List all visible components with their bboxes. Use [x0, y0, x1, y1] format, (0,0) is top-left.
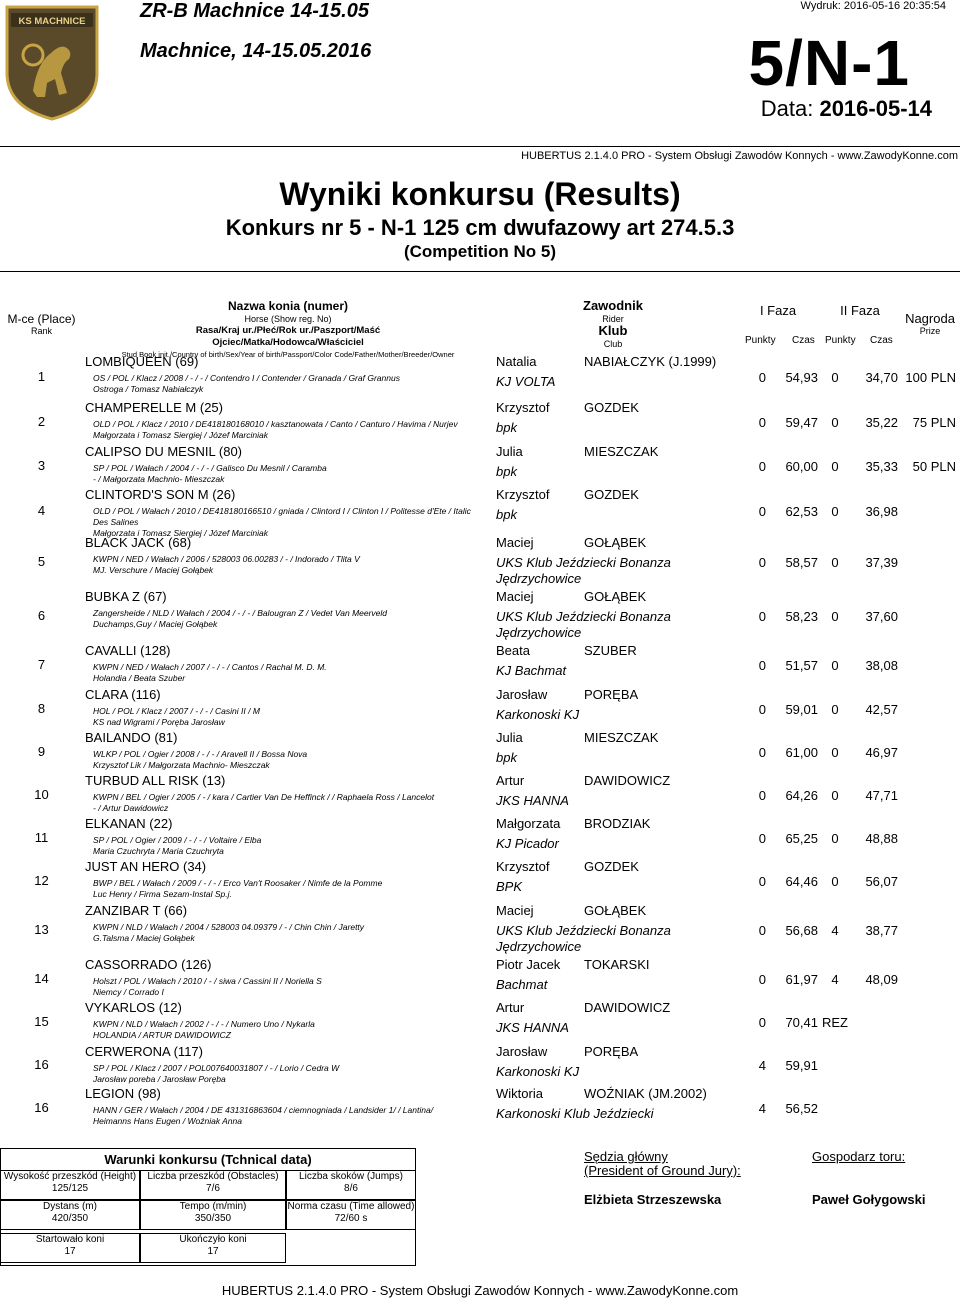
phase1-points: 0	[758, 702, 766, 717]
rank: 11	[34, 830, 49, 845]
club-name: bpk	[496, 750, 517, 765]
rank: 5	[37, 554, 46, 569]
phase1-time: 59,47	[785, 415, 818, 430]
rider-first-name: Maciej	[496, 535, 534, 550]
phase2-points: 0	[831, 459, 839, 474]
club-name: BPK	[496, 879, 523, 894]
horse-info-line-2: Ostroga / Tomasz Nabiałczyk	[93, 384, 204, 394]
rider-last-name: GOŁĄBEK	[584, 589, 647, 604]
rank: 15	[34, 1014, 49, 1029]
phase2-points: 0	[831, 745, 839, 760]
phase1-time: 56,52	[785, 1101, 818, 1116]
rank: 9	[37, 744, 46, 759]
horse-details	[93, 922, 493, 944]
phase1-points: 0	[758, 788, 766, 803]
phase2-points: 0	[831, 504, 839, 519]
rider-last-name: PORĘBA	[584, 687, 639, 702]
phase2-points: 0	[831, 555, 839, 570]
phase2-time: 37,60	[865, 609, 898, 624]
horse-info-line-1: OS / POL / Klacz / 2008 / - / - / Contendro I / Contender / Granada / Graf Grannus	[93, 373, 400, 383]
club-name: Karkonoski KJ	[496, 1064, 580, 1079]
phase1-points: 0	[758, 874, 766, 889]
rank: 3	[37, 458, 46, 473]
horse-info-line-1: OLD / POL / Wałach / 2010 / DE418180166510 / gniada / Clintord I / Clinton I / Politesse d'Ete / Italic	[93, 506, 471, 516]
phase1-time: 51,57	[785, 658, 818, 673]
horse-info-line-1: SP / POL / Wałach / 2004 / - / - / Galisco Du Mesnil / Caramba	[93, 463, 327, 473]
rider-first-name: Maciej	[496, 903, 534, 918]
rider-last-name: DAWIDOWICZ	[584, 773, 671, 788]
phase2-points: 0	[831, 702, 839, 717]
table-row	[0, 814, 960, 857]
club-name: bpk	[496, 507, 517, 522]
phase2-time: 38,08	[865, 658, 898, 673]
horse-details	[93, 1019, 493, 1041]
phase2-time: 56,07	[865, 874, 898, 889]
phase1-points: 0	[758, 555, 766, 570]
horse-info-line-2: Luc Henry / Firma Sezam-Instal Sp.j.	[93, 889, 232, 899]
horse-info-line-1: BWP / BEL / Wałach / 2009 / - / - / Erco Van't Roosaker / Nimfe de la Pomme	[93, 878, 383, 888]
horse-info-line-2: HOLANDIA / ARTUR DAWIDOWICZ	[93, 1030, 231, 1040]
header-phase-2: II Faza	[840, 303, 880, 318]
horse-info-line-1: KWPN / NLD / Wałach / 2004 / 528003 04.09379 / - / Chin Chin / Jaretty	[93, 922, 365, 932]
phase1-time: 58,23	[785, 609, 818, 624]
table-row	[0, 857, 960, 901]
horse-info-line-2: Holandia / Beata Szuber	[93, 673, 186, 683]
header-phase-1: I Faza	[759, 303, 797, 318]
horse-name: CHAMPERELLE M (25)	[85, 400, 223, 415]
competition-description: Konkurs nr 5 - N-1 125 cm dwufazowy art 274.5.3	[225, 215, 735, 240]
horse-info-line-1: KWPN / NED / Wałach / 2007 / - / - / Cantos / Rachal M. D. M.	[93, 662, 327, 672]
horse-info-line-2: - / Artur Dawidowicz	[93, 803, 169, 813]
rider-last-name: PORĘBA	[584, 1044, 639, 1059]
rank: 7	[37, 657, 46, 672]
rank: 2	[37, 414, 46, 429]
horse-name: CAVALLI (128)	[85, 643, 171, 658]
phase1-time: 61,97	[785, 972, 818, 987]
club-name: JKS HANNA	[496, 793, 569, 808]
club-name: UKS Klub Jeździecki Bonanza Jędrzychowice	[496, 609, 671, 640]
horse-details	[93, 706, 493, 728]
horse-name: JUST AN HERO (34)	[85, 859, 207, 874]
rider-last-name: MIESZCZAK	[584, 730, 659, 745]
rider-first-name: Natalia	[496, 354, 537, 369]
header-time-1: Czas	[792, 335, 815, 346]
competition-code: 5/N-1	[748, 27, 910, 99]
horse-name: BUBKA Z (67)	[85, 589, 167, 604]
horse-details	[93, 749, 493, 771]
phase2-points: 0	[831, 370, 839, 385]
horse-details	[93, 662, 493, 684]
phase2-points: 0	[831, 415, 839, 430]
phase1-time: 54,93	[785, 370, 818, 385]
rider-first-name: Julia	[496, 444, 523, 459]
horse-info-line-2: - / Małgorzata Machnio- Mieszczak	[93, 474, 225, 484]
horse-details	[93, 373, 493, 395]
technical-data-title: Warunki konkursu (Tchnical data)	[104, 1152, 312, 1167]
horse-info-line-2: G.Talsma / Maciej Gołąbek	[93, 933, 195, 943]
table-row	[0, 641, 960, 685]
rank: 4	[37, 503, 46, 518]
rider-first-name: Jarosław	[496, 1044, 548, 1059]
horse-details	[93, 792, 493, 814]
horse-details	[93, 1105, 493, 1127]
horse-details	[93, 1063, 493, 1085]
date-value: 2016-05-14	[819, 96, 932, 121]
horse-info-line-2: Maria Czuchryta / Maria Czuchryta	[93, 846, 224, 856]
phase1-time: 56,68	[785, 923, 818, 938]
phase1-time: 61,00	[785, 745, 818, 760]
rank: 12	[34, 873, 49, 888]
rider-first-name: Julia	[496, 730, 523, 745]
phase1-time: 62,53	[785, 504, 818, 519]
club-name: Bachmat	[496, 977, 548, 992]
phase2-time: 42,57	[865, 702, 898, 717]
rider-first-name: Małgorzata	[496, 816, 561, 831]
horse-name: ZANZIBAR T (66)	[85, 903, 188, 918]
rider-last-name: DAWIDOWICZ	[584, 1000, 671, 1015]
club-name: KJ VOLTA	[496, 374, 556, 389]
horse-info-line-2: Heimanns Hans Eugen / Woźniak Anna	[93, 1116, 242, 1126]
phase2-time: 48,09	[865, 972, 898, 987]
phase2-points: 4	[831, 972, 839, 987]
rider-first-name: Beata	[496, 643, 530, 658]
horse-name: TURBUD ALL RISK (13)	[85, 773, 226, 788]
horse-name: BLACK JACK (68)	[85, 535, 192, 550]
table-row	[0, 442, 960, 485]
club-name: Karkonoski KJ	[496, 707, 580, 722]
table-row	[0, 955, 960, 998]
phase2-time: 48,88	[865, 831, 898, 846]
horse-info-line-2: Jarosław poreba / Jarosław Poręba	[93, 1074, 226, 1084]
event-title: ZR-B Machnice 14-15.05	[140, 0, 369, 22]
rider-last-name: GOŁĄBEK	[584, 535, 647, 550]
rider-first-name: Krzysztof	[496, 487, 550, 502]
horse-details	[93, 608, 493, 630]
competition-date	[761, 96, 932, 122]
rider-first-name: Piotr Jacek	[496, 957, 561, 972]
club-name: UKS Klub Jeździecki Bonanza Jędrzychowice	[496, 923, 671, 954]
horse-name: ELKANAN (22)	[85, 816, 173, 831]
rider-first-name: Maciej	[496, 589, 534, 604]
header-points-2: Punkty	[825, 335, 856, 346]
horse-name: LEGION (98)	[85, 1086, 161, 1101]
table-row	[0, 685, 960, 728]
horse-info-line-2: Niemcy / Corrado I	[93, 987, 164, 997]
rider-first-name: Wiktoria	[496, 1086, 543, 1101]
horse-info-line-1: SP / POL / Klacz / 2007 / POL007640031807 / - / Lorio / Cedra W	[93, 1063, 340, 1073]
table-row	[0, 728, 960, 771]
phase1-time: 60,00	[785, 459, 818, 474]
phase1-time: 59,91	[785, 1058, 818, 1073]
horse-info-line-1: KWPN / NED / Wałach / 2006 / 528003 06.00283 / - / Indorado / Tlita V	[93, 554, 360, 564]
print-timestamp: Wydruk: 2016-05-16 20:35:54	[800, 0, 946, 12]
horse-info-line-2: MJ. Verschure / Maciej Gołąbek	[93, 565, 214, 575]
table-row	[0, 771, 960, 814]
horse-info-line-1: Holszt / POL / Wałach / 2010 / - / siwa / Cassini II / Noriella S	[93, 976, 322, 986]
phase2-points: 0	[831, 831, 839, 846]
phase1-points: 0	[758, 1015, 766, 1030]
horse-name: CLARA (116)	[85, 687, 161, 702]
horse-name: LOMBIQUEEN (69)	[85, 354, 199, 369]
software-credit-top: HUBERTUS 2.1.4.0 PRO - System Obsługi Zawodów Konnych - www.ZawodyKonne.com	[521, 150, 958, 162]
rider-last-name: GOZDEK	[584, 487, 639, 502]
phase2-time: 46,97	[865, 745, 898, 760]
phase2-time: 36,98	[865, 504, 898, 519]
rider-first-name: Krzysztof	[496, 400, 550, 415]
table-row	[0, 587, 960, 641]
prize: 50 PLN	[912, 459, 956, 474]
club-name: JKS HANNA	[496, 1020, 569, 1035]
table-row	[0, 352, 960, 398]
phase1-points: 0	[758, 504, 766, 519]
phase2-points: 0	[831, 658, 839, 673]
horse-info-line-2: Krzysztof Lik / Małgorzata Machnio- Mieszczak	[93, 760, 270, 770]
phase2-points: 0	[831, 874, 839, 889]
judge-block: Sędzia główny (President of Ground Jury): Elżbieta Strzeszewska	[584, 1149, 741, 1207]
phase1-time: 65,25	[785, 831, 818, 846]
phase1-points: 0	[758, 459, 766, 474]
header-rider-club: Zawodnik Rider Klub Club	[583, 298, 643, 349]
phase2-points: 4	[831, 923, 839, 938]
software-credit-footer: HUBERTUS 2.1.4.0 PRO - System Obsługi Zawodów Konnych - www.ZawodyKonne.com	[221, 1283, 739, 1298]
horse-info-line-1: SP / POL / Ogier / 2009 / - / - / Voltaire / Elba	[93, 835, 262, 845]
tech-time-allowed: Norma czasu (Time allowed) 72/60 s	[286, 1200, 416, 1230]
rank: 14	[34, 971, 49, 986]
horse-name: VYKARLOS (12)	[85, 1000, 182, 1015]
rider-last-name: WOŹNIAK (JM.2002)	[584, 1086, 707, 1101]
tech-started: Startowało koni 17	[0, 1233, 140, 1263]
phase1-points: 0	[758, 972, 766, 987]
table-row	[0, 1084, 960, 1128]
phase1-time: 58,57	[785, 555, 818, 570]
competition-number: (Competition No 5)	[403, 242, 557, 261]
phase1-points: 0	[758, 831, 766, 846]
phase2-time: 47,71	[865, 788, 898, 803]
phase2-time: 35,33	[865, 459, 898, 474]
prize: 100 PLN	[905, 370, 956, 385]
rank: 16	[34, 1057, 49, 1072]
horse-info-line-1: Zangersheide / NLD / Wałach / 2004 / - / - / Balougran Z / Vedet Van Meerveld	[93, 608, 388, 618]
header-horse: Nazwa konia (numer) Horse (Show reg. No) Rasa/Kraj ur./Płeć/Rok ur./Paszport/Maść Ojciec/Matka/Hodowca/Właściciel Stud Book init./Country of birth/Sex/Year of birth/Passport/Color Code/Father/Mother/Breeder/Owner	[121, 299, 455, 359]
phase2-time: 34,70	[865, 370, 898, 385]
rank: 13	[34, 922, 49, 937]
horse-details	[93, 976, 493, 998]
phase2-time: 35,22	[865, 415, 898, 430]
table-row	[0, 485, 960, 538]
horse-info-line-2: Duchamps,Guy / Maciej Gołąbek	[93, 619, 218, 629]
horse-name: CERWERONA (117)	[85, 1044, 203, 1059]
tech-obstacles: Liczba przeszkód (Obstacles) 7/6	[140, 1170, 286, 1200]
horse-info-line-2: Małgorzata i Tomasz Siergiej / Józef Marciniak	[93, 430, 268, 440]
phase2-time: 37,39	[865, 555, 898, 570]
rider-first-name: Artur	[496, 773, 525, 788]
horse-name: BAILANDO (81)	[85, 730, 178, 745]
event-place: Machnice, 14-15.05.2016	[140, 40, 372, 62]
horse-info-line-1: OLD / POL / Klacz / 2010 / DE418180168010 / kasztanowata / Canto / Canturo / Havima / Nurjev	[93, 419, 458, 429]
tech-distance: Dystans (m) 420/350	[0, 1200, 140, 1230]
phase2-time: 38,77	[865, 923, 898, 938]
rider-last-name: GOZDEK	[584, 400, 639, 415]
club-name: KJ Bachmat	[496, 663, 567, 678]
phase1-time: 64,46	[785, 874, 818, 889]
phase1-points: 0	[758, 415, 766, 430]
rider-last-name: GOZDEK	[584, 859, 639, 874]
course-designer-block: Gospodarz toru: Paweł Gołygowski	[812, 1149, 926, 1207]
header-prize: Nagroda Prize	[905, 311, 955, 336]
horse-details	[93, 835, 493, 857]
date-label: Data:	[760, 96, 814, 121]
rank: 8	[37, 701, 46, 716]
horse-info-line-1: KWPN / NLD / Wałach / 2002 / - / - / Numero Uno / Nykarla	[93, 1019, 315, 1029]
rider-first-name: Artur	[496, 1000, 525, 1015]
phase1-time: 64,26	[785, 788, 818, 803]
phase1-points: 0	[758, 923, 766, 938]
horse-name: CALIPSO DU MESNIL (80)	[85, 444, 243, 459]
rider-last-name: BRODZIAK	[584, 816, 651, 831]
phase1-points: 0	[758, 745, 766, 760]
horse-details	[93, 554, 493, 576]
rider-last-name: MIESZCZAK	[584, 444, 659, 459]
club-logo	[3, 3, 101, 121]
horse-info-line-2: Des Salines	[93, 517, 139, 527]
phase2-points: 0	[831, 609, 839, 624]
horse-details	[93, 878, 493, 900]
club-name: KJ Picador	[496, 836, 559, 851]
table-row	[0, 998, 960, 1042]
rider-last-name: TOKARSKI	[584, 957, 650, 972]
phase2-points: 0	[831, 788, 839, 803]
horse-details	[93, 419, 493, 441]
horse-details	[93, 463, 493, 485]
club-name: UKS Klub Jeździecki Bonanza Jędrzychowice	[496, 555, 671, 586]
club-name: bpk	[496, 464, 517, 479]
horse-info-line-1: WLKP / POL / Ogier / 2008 / - / - / Aravell II / Bossa Nova	[93, 749, 308, 759]
rank: 10	[34, 787, 49, 802]
table-row	[0, 398, 960, 442]
rank: 16	[34, 1100, 49, 1115]
table-row	[0, 1042, 960, 1084]
horse-name: CLINTORD'S SON M (26)	[85, 487, 236, 502]
rank: 1	[37, 369, 46, 384]
phase1-time: 59,01	[785, 702, 818, 717]
header-points-1: Punkty	[745, 335, 776, 346]
prize: 75 PLN	[912, 415, 956, 430]
header-rank: M-ce (Place) Rank	[7, 312, 76, 336]
phase1-points: 0	[758, 658, 766, 673]
rider-first-name: Jarosław	[496, 687, 548, 702]
tech-jumps: Liczba skoków (Jumps) 8/6	[286, 1170, 416, 1200]
horse-name: CASSORRADO (126)	[85, 957, 212, 972]
club-name: bpk	[496, 420, 517, 435]
phase1-points: 4	[758, 1058, 766, 1073]
header-time-2: Czas	[870, 335, 893, 346]
horse-info-line-2: KS nad Wigrami / Poręba Jarosław	[93, 717, 225, 727]
phase1-time: 70,41	[785, 1015, 818, 1030]
table-row	[0, 901, 960, 955]
rank: 6	[37, 608, 46, 623]
table-row	[0, 533, 960, 587]
horse-info-line-1: HOL / POL / Klacz / 2007 / - / - / Casini II / M	[93, 706, 260, 716]
rider-last-name: GOŁĄBEK	[584, 903, 647, 918]
rider-last-name: NABIAŁCZYK (J.1999)	[584, 354, 717, 369]
logo-text: KS MACHNICE	[18, 16, 86, 27]
results-title: Wyniki konkursu (Results)	[279, 176, 681, 212]
tech-finished: Ukończyło koni 17	[140, 1233, 286, 1263]
rider-first-name: Krzysztof	[496, 859, 550, 874]
phase1-points: 0	[758, 609, 766, 624]
horse-info-line-1: HANN / GER / Wałach / 2004 / DE 431316863604 / ciemnogniada / Landsider 1/ / Lantina/	[93, 1105, 434, 1115]
phase1-points: 4	[758, 1101, 766, 1116]
horse-info-line-3: Małgorzata i Tomasz Siergiej / Józef Marciniak	[93, 528, 268, 538]
phase1-points: 0	[758, 370, 766, 385]
club-name: Karkonoski Klub Jeździecki	[496, 1106, 654, 1121]
tech-height: Wysokość przeszkód (Height) 125/125	[0, 1170, 140, 1200]
tech-tempo: Tempo (m/min) 350/350	[140, 1200, 286, 1230]
horse-info-line-1: KWPN / BEL / Ogier / 2005 / - / kara / Cartier Van De Heffinck / / Raphaela Ross / Lancelot	[93, 792, 435, 802]
rider-last-name: SZUBER	[584, 643, 637, 658]
phase2-points: REZ	[822, 1015, 848, 1030]
